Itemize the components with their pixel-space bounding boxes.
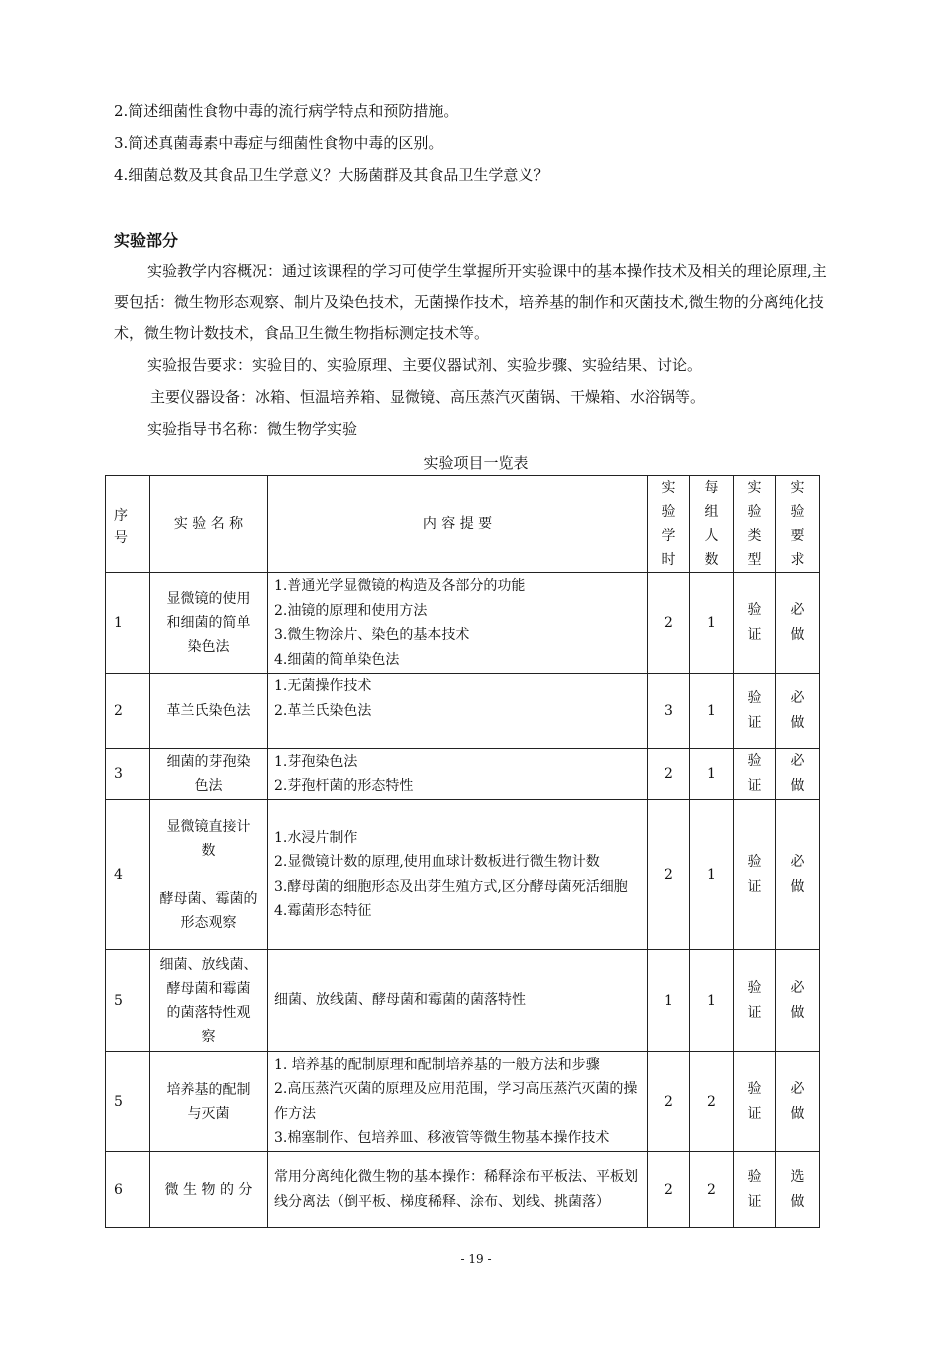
table-row bbox=[106, 1052, 820, 1152]
row-req: 必 做 bbox=[776, 800, 820, 950]
row-per-group: 1 bbox=[690, 800, 734, 950]
row-name bbox=[150, 1052, 268, 1152]
table-row bbox=[106, 950, 820, 1052]
row-content-line: 4.霉菌形态特征 bbox=[274, 903, 372, 919]
header-no bbox=[106, 476, 150, 573]
row-type: 验 证 bbox=[734, 950, 776, 1052]
row-req: 必 做 bbox=[776, 950, 820, 1052]
row-name-text: 细菌、放线菌、 酵母菌和霉菌 的菌落特性观 察 bbox=[159, 956, 258, 1045]
overview-text: 实验教学内容概况：通过该课程的学习可使学生掌握所开实验课中的基本操作技术及相关的理论原理,主要包括：微生物形态观察、制片及染色技术，无菌操作技术，培养基的制作和灭菌技术,微生物的分离纯化技术，微生物计数技术，食品卫生微生物指标测定技术等。 bbox=[114, 262, 827, 342]
equipment-line bbox=[114, 382, 838, 413]
row-content-line: 3.棉塞制作、包培养皿、移液管等微生物基本操作技术 bbox=[274, 1130, 610, 1146]
row-name-text: 细菌的芽孢染 色法 bbox=[166, 754, 251, 794]
row-hours: 1 bbox=[648, 950, 690, 1052]
row-hours: 2 bbox=[648, 1152, 690, 1228]
row-content-line bbox=[274, 723, 641, 748]
equipment-text: 主要仪器设备：冰箱、恒温培养箱、显微镜、高压蒸汽灭菌锅、干燥箱、水浴锅等。 bbox=[150, 388, 706, 406]
report-requirement bbox=[114, 350, 838, 381]
row-type: 验 证 bbox=[734, 674, 776, 749]
header-type-text: 实 验 类 型 bbox=[747, 480, 762, 568]
report-requirement-text: 实验报告要求：实验目的、实验原理、主要仪器试剂、实验步骤、实验结果、讨论。 bbox=[147, 356, 703, 374]
row-req: 必 做 bbox=[776, 573, 820, 674]
guide-book-text: 实验指导书名称：微生物学实验 bbox=[147, 420, 358, 438]
question-4: 4.细菌总数及其食品卫生学意义？大肠菌群及其食品卫生学意义？ bbox=[114, 166, 549, 184]
row-content bbox=[268, 749, 648, 800]
row-content-line: 2.芽孢杆菌的形态特性 bbox=[274, 778, 414, 794]
row-per-group: 1 bbox=[690, 573, 734, 674]
row-name-text: 显微镜直接计 数 酵母菌、霉菌的 形态观察 bbox=[159, 818, 258, 931]
row-name-text: 微 生 物 的 分 bbox=[164, 1181, 253, 1198]
table-row bbox=[106, 674, 820, 749]
row-content-line: 常用分离纯化微生物的基本操作：稀释涂布平板法、平板划线分离法（倒平板、梯度稀释、涂布、划线、挑菌落） bbox=[274, 1169, 638, 1210]
row-req: 必 做 bbox=[776, 1052, 820, 1152]
page-number: - 19 - bbox=[460, 1252, 492, 1266]
row-name bbox=[150, 800, 268, 950]
row-content-line: 2.革兰氏染色法 bbox=[274, 702, 372, 719]
overview-paragraph bbox=[114, 256, 838, 349]
row-content-line: 1. 培养基的配制原理和配制培养基的一般方法和步骤 bbox=[274, 1056, 600, 1073]
row-name-text: 显微镜的使用 和细菌的简单 染色法 bbox=[166, 591, 251, 655]
experiment-table bbox=[105, 475, 820, 1228]
row-type: 验 证 bbox=[734, 800, 776, 950]
row-content-line: 1.无菌操作技术 bbox=[274, 678, 372, 695]
row-per-group: 2 bbox=[690, 1052, 734, 1152]
row-type: 验 证 bbox=[734, 1052, 776, 1152]
row-content bbox=[268, 800, 648, 950]
row-content-line: 2.油镜的原理和使用方法 bbox=[274, 602, 428, 619]
header-req bbox=[776, 476, 820, 573]
question-2: 2.简述细菌性食物中毒的流行病学特点和预防措施。 bbox=[114, 102, 459, 120]
row-name-text: 培养基的配制 与灭菌 bbox=[166, 1081, 251, 1122]
guide-book-line bbox=[114, 414, 838, 445]
row-hours: 2 bbox=[648, 749, 690, 800]
section-title: 实验部分 bbox=[114, 231, 179, 250]
row-name bbox=[150, 573, 268, 674]
table-title: 实验项目一览表 bbox=[423, 454, 529, 472]
row-name bbox=[150, 1152, 268, 1228]
row-no: 2 bbox=[106, 674, 150, 749]
row-content-line: 1.普通光学显微镜的构造及各部分的功能 bbox=[274, 578, 526, 594]
row-content bbox=[268, 950, 648, 1052]
question-3: 3.简述真菌毒素中毒症与细菌性食物中毒的区别。 bbox=[114, 134, 444, 152]
row-content-line: 2.显微镜计数的原理,使用血球计数板进行微生物计数 bbox=[274, 854, 600, 870]
header-per-group bbox=[690, 476, 734, 573]
header-no-text: 序 号 bbox=[114, 508, 128, 546]
table-row bbox=[106, 1152, 820, 1228]
row-hours: 3 bbox=[648, 674, 690, 749]
row-name bbox=[150, 674, 268, 749]
row-content-line: 2.高压蒸汽灭菌的原理及应用范围，学习高压蒸汽灭菌的操作方法 bbox=[274, 1081, 638, 1122]
header-req-text: 实 验 要 求 bbox=[790, 480, 805, 568]
row-content bbox=[268, 573, 648, 674]
row-req: 必 做 bbox=[776, 749, 820, 800]
header-content: 内 容 提 要 bbox=[268, 476, 648, 573]
row-name-text: 革兰氏染色法 bbox=[166, 703, 251, 719]
table-header-row bbox=[106, 476, 820, 573]
table-row bbox=[106, 749, 820, 800]
row-no: 6 bbox=[106, 1152, 150, 1228]
row-content-line: 4.细菌的简单染色法 bbox=[274, 651, 400, 668]
row-type: 验 证 bbox=[734, 573, 776, 674]
row-content bbox=[268, 1152, 648, 1228]
row-per-group: 1 bbox=[690, 950, 734, 1052]
header-name: 实 验 名 称 bbox=[150, 476, 268, 573]
header-per-group-text: 每 组 人 数 bbox=[704, 480, 719, 568]
row-hours: 2 bbox=[648, 800, 690, 950]
row-content-line: 3.微生物涂片、染色的基本技术 bbox=[274, 627, 470, 643]
row-req: 选 做 bbox=[776, 1152, 820, 1228]
row-content-line: 1.芽孢染色法 bbox=[274, 753, 358, 770]
table-row bbox=[106, 573, 820, 674]
row-per-group: 1 bbox=[690, 749, 734, 800]
row-content-line: 细菌、放线菌、酵母菌和霉菌的菌落特性 bbox=[274, 992, 526, 1009]
row-no: 4 bbox=[106, 800, 150, 950]
header-hours-text: 实 验 学 时 bbox=[661, 480, 676, 568]
row-content bbox=[268, 1052, 648, 1152]
row-no: 3 bbox=[106, 749, 150, 800]
row-no: 5 bbox=[106, 950, 150, 1052]
row-req: 必 做 bbox=[776, 674, 820, 749]
row-content-line: 1.水浸片制作 bbox=[274, 829, 358, 846]
row-hours: 2 bbox=[648, 573, 690, 674]
row-no: 5 bbox=[106, 1052, 150, 1152]
header-type bbox=[734, 476, 776, 573]
header-hours bbox=[648, 476, 690, 573]
row-content-line: 3.酵母菌的细胞形态及出芽生殖方式,区分酵母菌死活细胞 bbox=[274, 878, 628, 895]
row-name bbox=[150, 950, 268, 1052]
row-hours: 2 bbox=[648, 1052, 690, 1152]
row-name bbox=[150, 749, 268, 800]
row-per-group: 1 bbox=[690, 674, 734, 749]
row-no: 1 bbox=[106, 573, 150, 674]
row-per-group: 2 bbox=[690, 1152, 734, 1228]
row-type: 验 证 bbox=[734, 749, 776, 800]
table-row bbox=[106, 800, 820, 950]
row-type: 验 证 bbox=[734, 1152, 776, 1228]
row-content bbox=[268, 674, 648, 749]
